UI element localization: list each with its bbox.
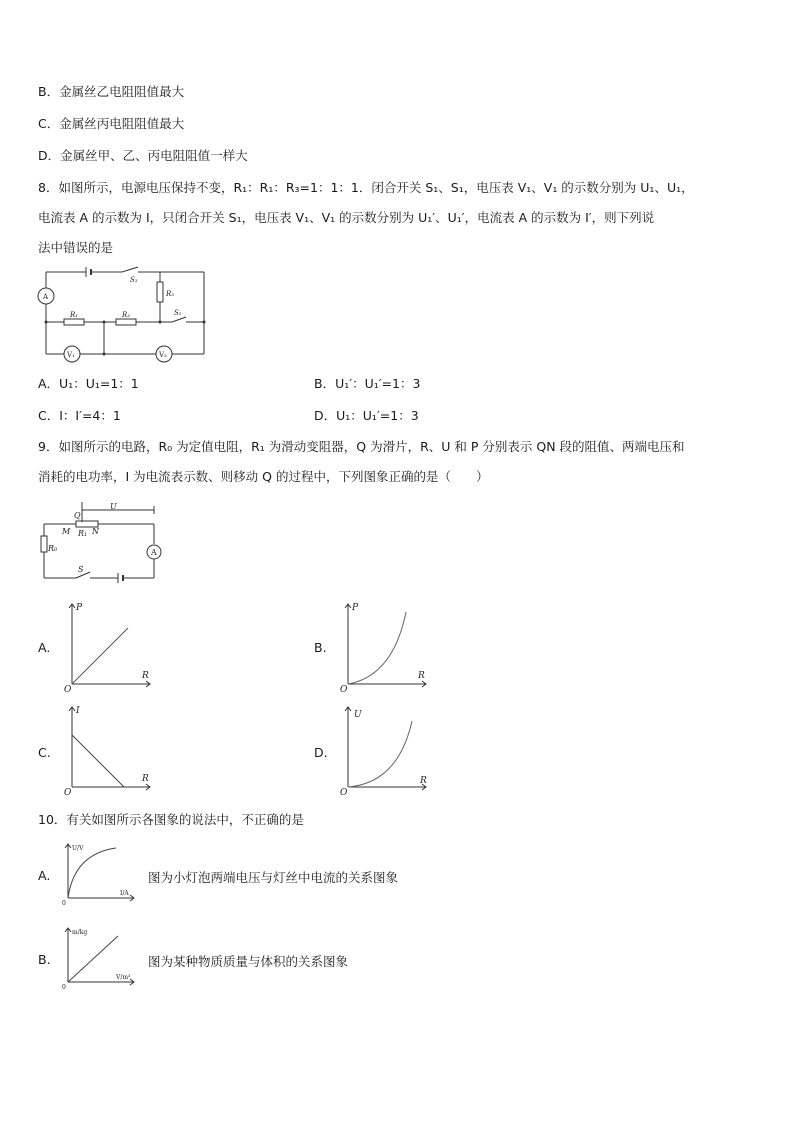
q8-circuit-diagram [34,264,214,364]
q10-option-a-label: A. [38,868,51,883]
q8-option-a: A．U₁：U₁=1：1 [38,376,139,391]
q8-s1-label: S₁ [130,276,138,284]
q8-ammeter-label: A [43,293,49,301]
q9-r1-label: R₁ [78,529,88,538]
q9-stem-line2: 消耗的电功率，I 为电流表示数、则移动 Q 的过程中，下列图象正确的是（ ） [38,469,489,484]
q10-b-ylabel: m/kg [72,929,88,936]
q9-option-c-label: C. [38,745,51,760]
q9-s-label: S [78,565,84,574]
q9-b-xlabel: R [418,671,425,681]
q9-d-xlabel: R [420,776,427,786]
q8-option-d: D．U₁：U₁′=1：3 [314,408,419,423]
q9-option-d-graph [338,703,432,801]
q9-u-label: U [110,502,117,511]
q9-r0-label: R₀ [48,544,58,553]
q8-option-b: B．U₁′：U₁′=1：3 [314,376,421,391]
q9-circuit-diagram [36,496,168,590]
option-c-prev: C．金属丝丙电阻阻值最大 [38,116,185,131]
q8-r2-label: R₂ [122,311,131,319]
q10-option-b-text: 图为某种物质质量与体积的关系图象 [148,954,349,969]
q10-a-xlabel: I/A [120,890,129,897]
q8-r3-label: R₃ [166,290,175,298]
q8-option-c: C．I：I′=4：1 [38,408,121,423]
q9-stem-line1: 9．如图所示的电路，R₀ 为定值电阻，R₁ 为滑动变阻器，Q 为滑片，R、U 和 P 分别表示 QN 段的阻值、两端电压和 [38,439,685,454]
q9-a-ylabel: P [76,603,83,613]
q10-b-origin: 0 [62,984,66,990]
q9-option-b-label: B. [314,640,327,655]
q9-a-origin: O [64,685,72,695]
q9-c-xlabel: R [142,774,149,784]
q9-option-a-label: A. [38,640,51,655]
q9-option-c-graph [62,703,156,801]
q9-option-d-label: D. [314,745,328,760]
q8-s2-label: S₂ [174,309,182,317]
q9-c-origin: O [64,788,72,798]
option-b-prev: B．金属丝乙电阻阻值最大 [38,84,185,99]
q9-option-a-graph [62,600,154,696]
q8-v1-label: V₁ [67,351,75,359]
q9-n-label: N [92,527,99,536]
q9-c-ylabel: I [76,706,80,716]
q8-r1-label: R₁ [70,311,79,319]
q9-b-origin: O [340,685,348,695]
q9-a-xlabel: R [142,671,149,681]
q10-option-a-text: 图为小灯泡两端电压与灯丝中电流的关系图象 [148,870,399,885]
q8-stem-line1: 8．如图所示，电源电压保持不变，R₁：R₁：R₃=1：1：1．闭合开关 S₁、S₁，电压表 V₁、V₁ 的示数分别为 U₁、U₁， [38,180,694,195]
q10-stem: 10．有关如图所示各图象的说法中，不正确的是 [38,812,304,827]
q10-a-ylabel: U/V [72,845,84,852]
q9-q-label: Q [74,511,81,520]
q9-ammeter-label: A [151,548,157,557]
q9-m-label: M [62,527,71,536]
option-d-prev: D．金属丝甲、乙、丙电阻阻值一样大 [38,148,248,163]
q8-stem-line3: 法中错误的是 [38,240,114,255]
q8-stem-line2: 电流表 A 的示数为 I，只闭合开关 S₁，电压表 V₁、V₁ 的示数分别为 U₁′、U₁′，电流表 A 的示数为 I′，则下列说 [38,210,655,225]
q10-option-b-graph [60,924,138,990]
q10-option-b-label: B. [38,952,51,967]
q9-d-ylabel: U [354,710,362,720]
q10-a-origin: 0 [62,900,66,906]
q10-option-a-graph [60,840,138,906]
q9-option-b-graph [338,600,430,696]
q8-v2-label: V₂ [159,351,167,359]
q9-d-origin: O [340,788,348,798]
q10-b-xlabel: V/m³ [116,974,131,981]
q9-b-ylabel: P [352,603,359,613]
